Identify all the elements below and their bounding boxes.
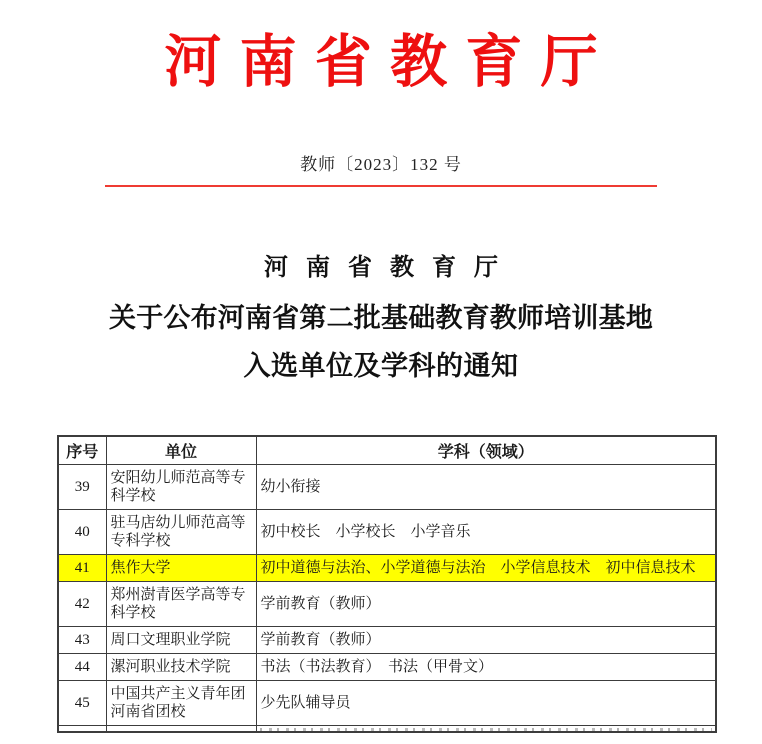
cell-subject: 学前教育（教师） (256, 581, 716, 626)
cell-unit: 焦作大学 (106, 554, 256, 581)
cell-unit: 漯河职业技术学院 (106, 653, 256, 680)
red-divider-line (105, 185, 657, 187)
cell-subject: 学前教育（教师） (256, 626, 716, 653)
table-row (58, 464, 716, 509)
cell-unit: 安阳幼儿师范高等专科学校 (106, 464, 256, 509)
col-header-subject: 学科（领域） (256, 436, 716, 465)
training-base-table (57, 435, 717, 734)
cell-subject: 初中道德与法治、小学道德与法治 小学信息技术 初中信息技术 (256, 554, 716, 581)
table-row (58, 581, 716, 626)
cell-subject-clipped (256, 725, 716, 732)
clipped-partial-row (58, 725, 716, 732)
cell-subject: 少先队辅导员 (256, 680, 716, 725)
notice-title-line3: 入选单位及学科的通知 (243, 350, 519, 381)
table-row-highlighted (58, 554, 716, 581)
cell-no: 42 (58, 581, 106, 626)
cell-unit-clipped (106, 725, 256, 732)
cell-subject: 书法（书法教育） 书法（甲骨文） (256, 653, 716, 680)
cell-unit: 中国共产主义青年团河南省团校 (106, 680, 256, 725)
cell-unit: 驻马店幼儿师范高等专科学校 (106, 509, 256, 554)
table-row (58, 509, 716, 554)
clipped-text-fragment (260, 728, 713, 731)
table-row (58, 626, 716, 653)
cell-no: 40 (58, 509, 106, 554)
cell-subject: 初中校长 小学校长 小学音乐 (256, 509, 716, 554)
table-row (58, 653, 716, 680)
col-header-unit: 单位 (106, 436, 256, 465)
table-row (58, 680, 716, 725)
cell-no: 39 (58, 464, 106, 509)
col-header-no: 序号 (58, 436, 106, 465)
document-page (0, 30, 762, 744)
cell-no-clipped (58, 725, 106, 732)
notice-title (0, 247, 762, 383)
cell-unit: 郑州澍青医学高等专科学校 (106, 581, 256, 626)
cell-no: 41 (58, 554, 106, 581)
cell-unit: 周口文理职业学院 (106, 626, 256, 653)
table-header-row (58, 436, 716, 465)
cell-no: 44 (58, 653, 106, 680)
doc-number: 教师〔2023〕132 号 (300, 154, 462, 174)
notice-title-line2: 关于公布河南省第二批基础教育教师培训基地 (109, 302, 653, 333)
letterhead-title: 河 南 省 教 育 厅 (164, 31, 600, 94)
cell-no: 43 (58, 626, 106, 653)
cell-subject: 幼小衔接 (256, 464, 716, 509)
notice-title-line1: 河 南 省 教 育 厅 (264, 254, 504, 281)
cell-no: 45 (58, 680, 106, 725)
